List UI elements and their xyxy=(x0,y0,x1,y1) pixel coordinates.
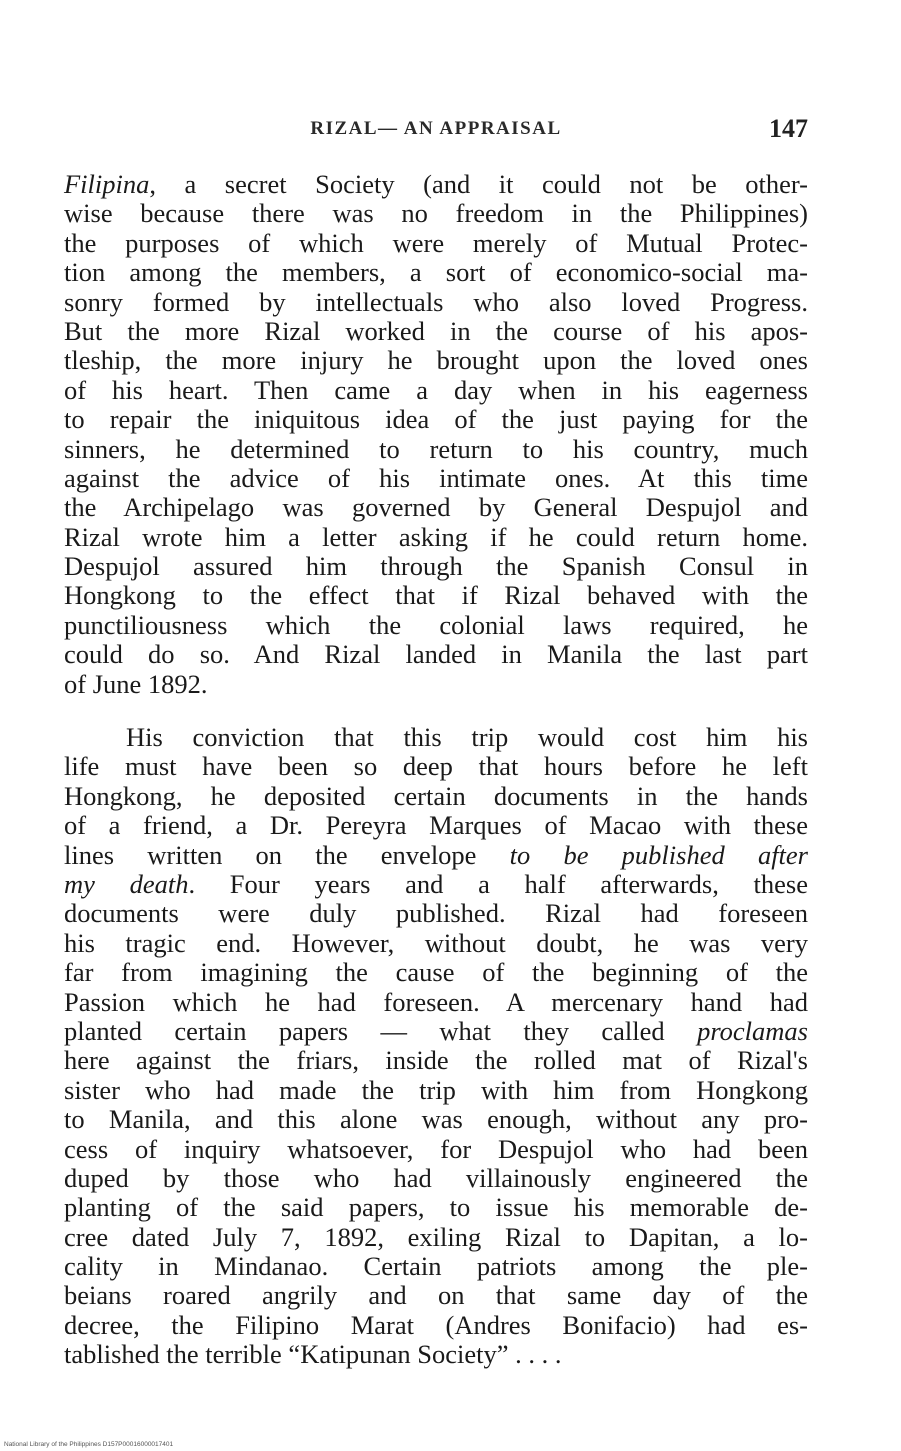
text-line: Hongkong to the effect that if Rizal behaved with the xyxy=(64,580,808,611)
text-line: to repair the iniquitous idea of the just paying for the xyxy=(64,404,808,435)
running-title: RIZAL— AN APPRAISAL xyxy=(310,118,562,139)
text-line: But the more Rizal worked in the course of his apos- xyxy=(64,315,808,346)
text-line: my death. Four years and a half afterwards, these xyxy=(64,868,808,899)
text-line: to Manila, and this alone was enough, without any pro- xyxy=(64,1104,808,1135)
page-number: 147 xyxy=(769,114,808,143)
text-line: Passion which he had foreseen. A mercenary hand had xyxy=(64,986,808,1017)
text-line: planting of the said papers, to issue his memorable de- xyxy=(64,1192,808,1223)
italic-word: proclamas xyxy=(697,1015,808,1046)
text-line: beians roared angrily and on that same day of the xyxy=(64,1280,808,1311)
text-line: duped by those who had villainously engineered the xyxy=(64,1162,808,1193)
text-line: of his heart. Then came a day when in his eagerness xyxy=(64,374,808,405)
text-line: of a friend, a Dr. Pereyra Marques of Macao with these xyxy=(64,810,808,841)
text-line: the purposes of which were merely of Mutual Protec- xyxy=(64,227,808,258)
text-line: sonry formed by intellectuals who also loved Progress. xyxy=(64,286,808,317)
text-line: sinners, he determined to return to his country, much xyxy=(64,433,808,464)
text-line: tion among the members, a sort of economico-social ma- xyxy=(64,257,808,288)
italic-phrase: my death xyxy=(64,868,189,899)
text-line: lines written on the envelope to be published after xyxy=(64,839,808,870)
paragraph-gap xyxy=(64,699,808,723)
body-text xyxy=(64,170,808,1370)
text-line: here against the friars, inside the rolled mat of Rizal's xyxy=(64,1045,808,1076)
text-line: tablished the terrible “Katipunan Society” . . . . xyxy=(64,1339,562,1370)
footer-watermark: National Library of the Philippines D157P00016000017401 xyxy=(4,1441,174,1448)
text-line: cality in Mindanao. Certain patriots among the ple- xyxy=(64,1251,808,1282)
text-line: decree, the Filipino Marat (Andres Bonifacio) had es- xyxy=(64,1309,808,1340)
text-line: far from imagining the cause of the beginning of the xyxy=(64,957,808,988)
text-line: cess of inquiry whatsoever, for Despujol who had been xyxy=(64,1133,808,1164)
text-line: Filipina, a secret Society (and it could not be other- xyxy=(64,169,808,199)
running-head xyxy=(64,114,808,148)
text-line: His conviction that this trip would cost him his xyxy=(126,722,808,753)
text-line: the Archipelago was governed by General Despujol and xyxy=(64,492,808,523)
text-line: cree dated July 7, 1892, exiling Rizal to Dapitan, a lo- xyxy=(64,1221,808,1252)
text-line: against the advice of his intimate ones. At this time xyxy=(64,462,808,493)
text-line: sister who had made the trip with him from Hongkong xyxy=(64,1074,808,1105)
text-line: his tragic end. However, without doubt, he was very xyxy=(64,927,808,958)
text-line: of June 1892. xyxy=(64,668,208,699)
text-line: punctiliousness which the colonial laws required, he xyxy=(64,609,808,640)
text-line: tleship, the more injury he brought upon the loved ones xyxy=(64,345,808,376)
text-line: Hongkong, he deposited certain documents in the hands xyxy=(64,780,808,811)
text-line: could do so. And Rizal landed in Manila the last part xyxy=(64,639,808,670)
text-line: Rizal wrote him a letter asking if he could return home. xyxy=(64,521,808,552)
text-line: life must have been so deep that hours before he left xyxy=(64,751,808,782)
italic-word: Filipina xyxy=(64,169,150,199)
text-line: planted certain papers — what they called proclamas xyxy=(64,1015,808,1046)
text-line: Despujol assured him through the Spanish Consul in xyxy=(64,551,808,582)
italic-phrase: to be published after xyxy=(509,839,808,870)
text-line: documents were duly published. Rizal had foreseen xyxy=(64,898,808,929)
text-line: wise because there was no freedom in the Philippines) xyxy=(64,198,808,229)
